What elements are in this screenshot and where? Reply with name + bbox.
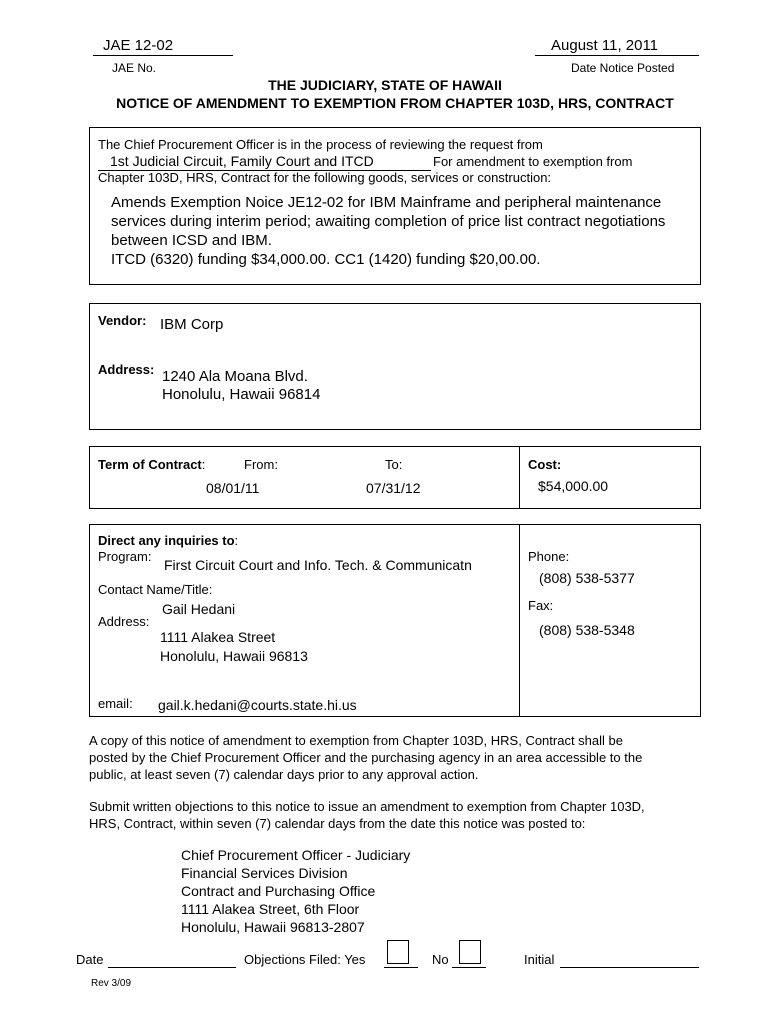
office-line: Contract and Purchasing Office [181,883,376,899]
to-date[interactable]: 07/31/12 [366,480,421,496]
jae-number-field[interactable] [93,38,233,56]
initial-label: Initial [524,952,555,967]
term-box [89,446,701,509]
notice-line: public, at least seven (7) calendar days prior to any approval action. [89,767,479,782]
office-line: 1111 Alakea Street, 6th Floor [181,901,360,917]
contact-address-line: 1111 Alakea Street [160,629,276,645]
fax-label: Fax: [528,598,554,613]
objection-line: Submit written objections to this notice to issue an amendment to exemption from Chapter 103D, [89,799,645,814]
objections-yes-checkbox[interactable] [387,940,409,964]
vendor-name[interactable]: IBM Corp [160,316,224,333]
objection-paragraph [89,798,645,832]
revision-label: Rev 3/09 [91,978,132,989]
objections-label: Objections Filed: Yes [244,952,366,967]
requester-field[interactable] [98,153,431,171]
footer-date-label: Date [76,952,104,967]
page-title: THE JUDICIARY, STATE OF HAWAII [268,77,502,93]
fax-value[interactable]: (808) 538-5348 [539,622,635,638]
email-label: email: [98,696,133,711]
date-posted-label: Date Notice Posted [571,61,675,75]
vendor-address-label: Address: [98,362,155,377]
procurement-office-address [181,846,410,936]
term-label: Term of Contract: [98,457,206,472]
office-line: Chief Procurement Officer - Judiciary [181,847,411,863]
email-value[interactable]: gail.k.hedani@courts.state.hi.us [158,697,357,713]
request-description[interactable] [111,193,665,269]
notice-paragraph [89,732,642,783]
footer-date-field[interactable] [108,951,236,968]
contact-name[interactable]: Gail Hedani [162,601,236,617]
inquiries-box [89,524,701,717]
contact-address-label: Address: [98,614,150,629]
cost-value[interactable]: $54,000.00 [538,478,609,494]
request-suffix: For amendment to exemption from [433,154,633,169]
notice-line: posted by the Chief Procurement Officer and the purchasing agency in an area accessible to the [89,750,643,765]
from-label: From: [244,457,278,472]
request-line3: Chapter 103D, HRS, Contract for the following goods, services or construction: [98,170,552,185]
request-intro: The Chief Procurement Officer is in the process of reviewing the request from [98,137,543,152]
cost-label: Cost: [528,457,562,472]
inquiries-heading: Direct any inquiries to: [98,533,239,548]
contact-address-line: Honolulu, Hawaii 96813 [160,648,308,664]
contact-label: Contact Name/Title: [98,582,213,597]
notice-line: A copy of this notice of amendment to exemption from Chapter 103D, HRS, Contract shall be [89,733,623,748]
contact-address[interactable] [160,628,308,666]
initial-field[interactable] [560,951,699,968]
phone-label: Phone: [528,549,570,564]
program-label: Program: [98,549,152,564]
jae-number-label: JAE No. [112,61,157,75]
office-line: Honolulu, Hawaii 96813-2807 [181,919,365,935]
page-subtitle: NOTICE OF AMENDMENT TO EXEMPTION FROM CHAPTER 103D, HRS, CONTRACT [116,95,674,111]
objections-no-label: No [432,952,449,967]
date-posted-field[interactable] [535,38,699,56]
vendor-address-line: 1240 Ala Moana Blvd. [162,368,308,385]
program-value[interactable]: First Circuit Court and Info. Tech. & Communicatn [164,557,472,573]
from-date[interactable]: 08/01/11 [206,480,260,496]
office-line: Financial Services Division [181,865,348,881]
description-line: ITCD (6320) funding $34,000.00. CC1 (1420) funding $20,00.00. [111,251,541,268]
date-posted: August 11, 2011 [551,37,659,54]
vendor-address-line: Honolulu, Hawaii 96814 [162,386,321,403]
to-label: To: [385,457,403,472]
vendor-label: Vendor: [98,313,147,328]
phone-value[interactable]: (808) 538-5377 [539,570,635,586]
jae-number: JAE 12-02 [103,37,174,54]
description-line: services during interim period; awaiting completion of price list contract negotiations [111,213,666,230]
objections-no-checkbox[interactable] [459,940,481,964]
description-line: Amends Exemption Noice JE12-02 for IBM Mainframe and peripheral maintenance [111,194,662,211]
vendor-address[interactable] [162,368,320,404]
requester-name: 1st Judicial Circuit, Family Court and ITCD [110,153,374,169]
objection-line: HRS, Contract, within seven (7) calendar days from the date this notice was posted to: [89,816,586,831]
description-line: between ICSD and IBM. [111,232,272,249]
